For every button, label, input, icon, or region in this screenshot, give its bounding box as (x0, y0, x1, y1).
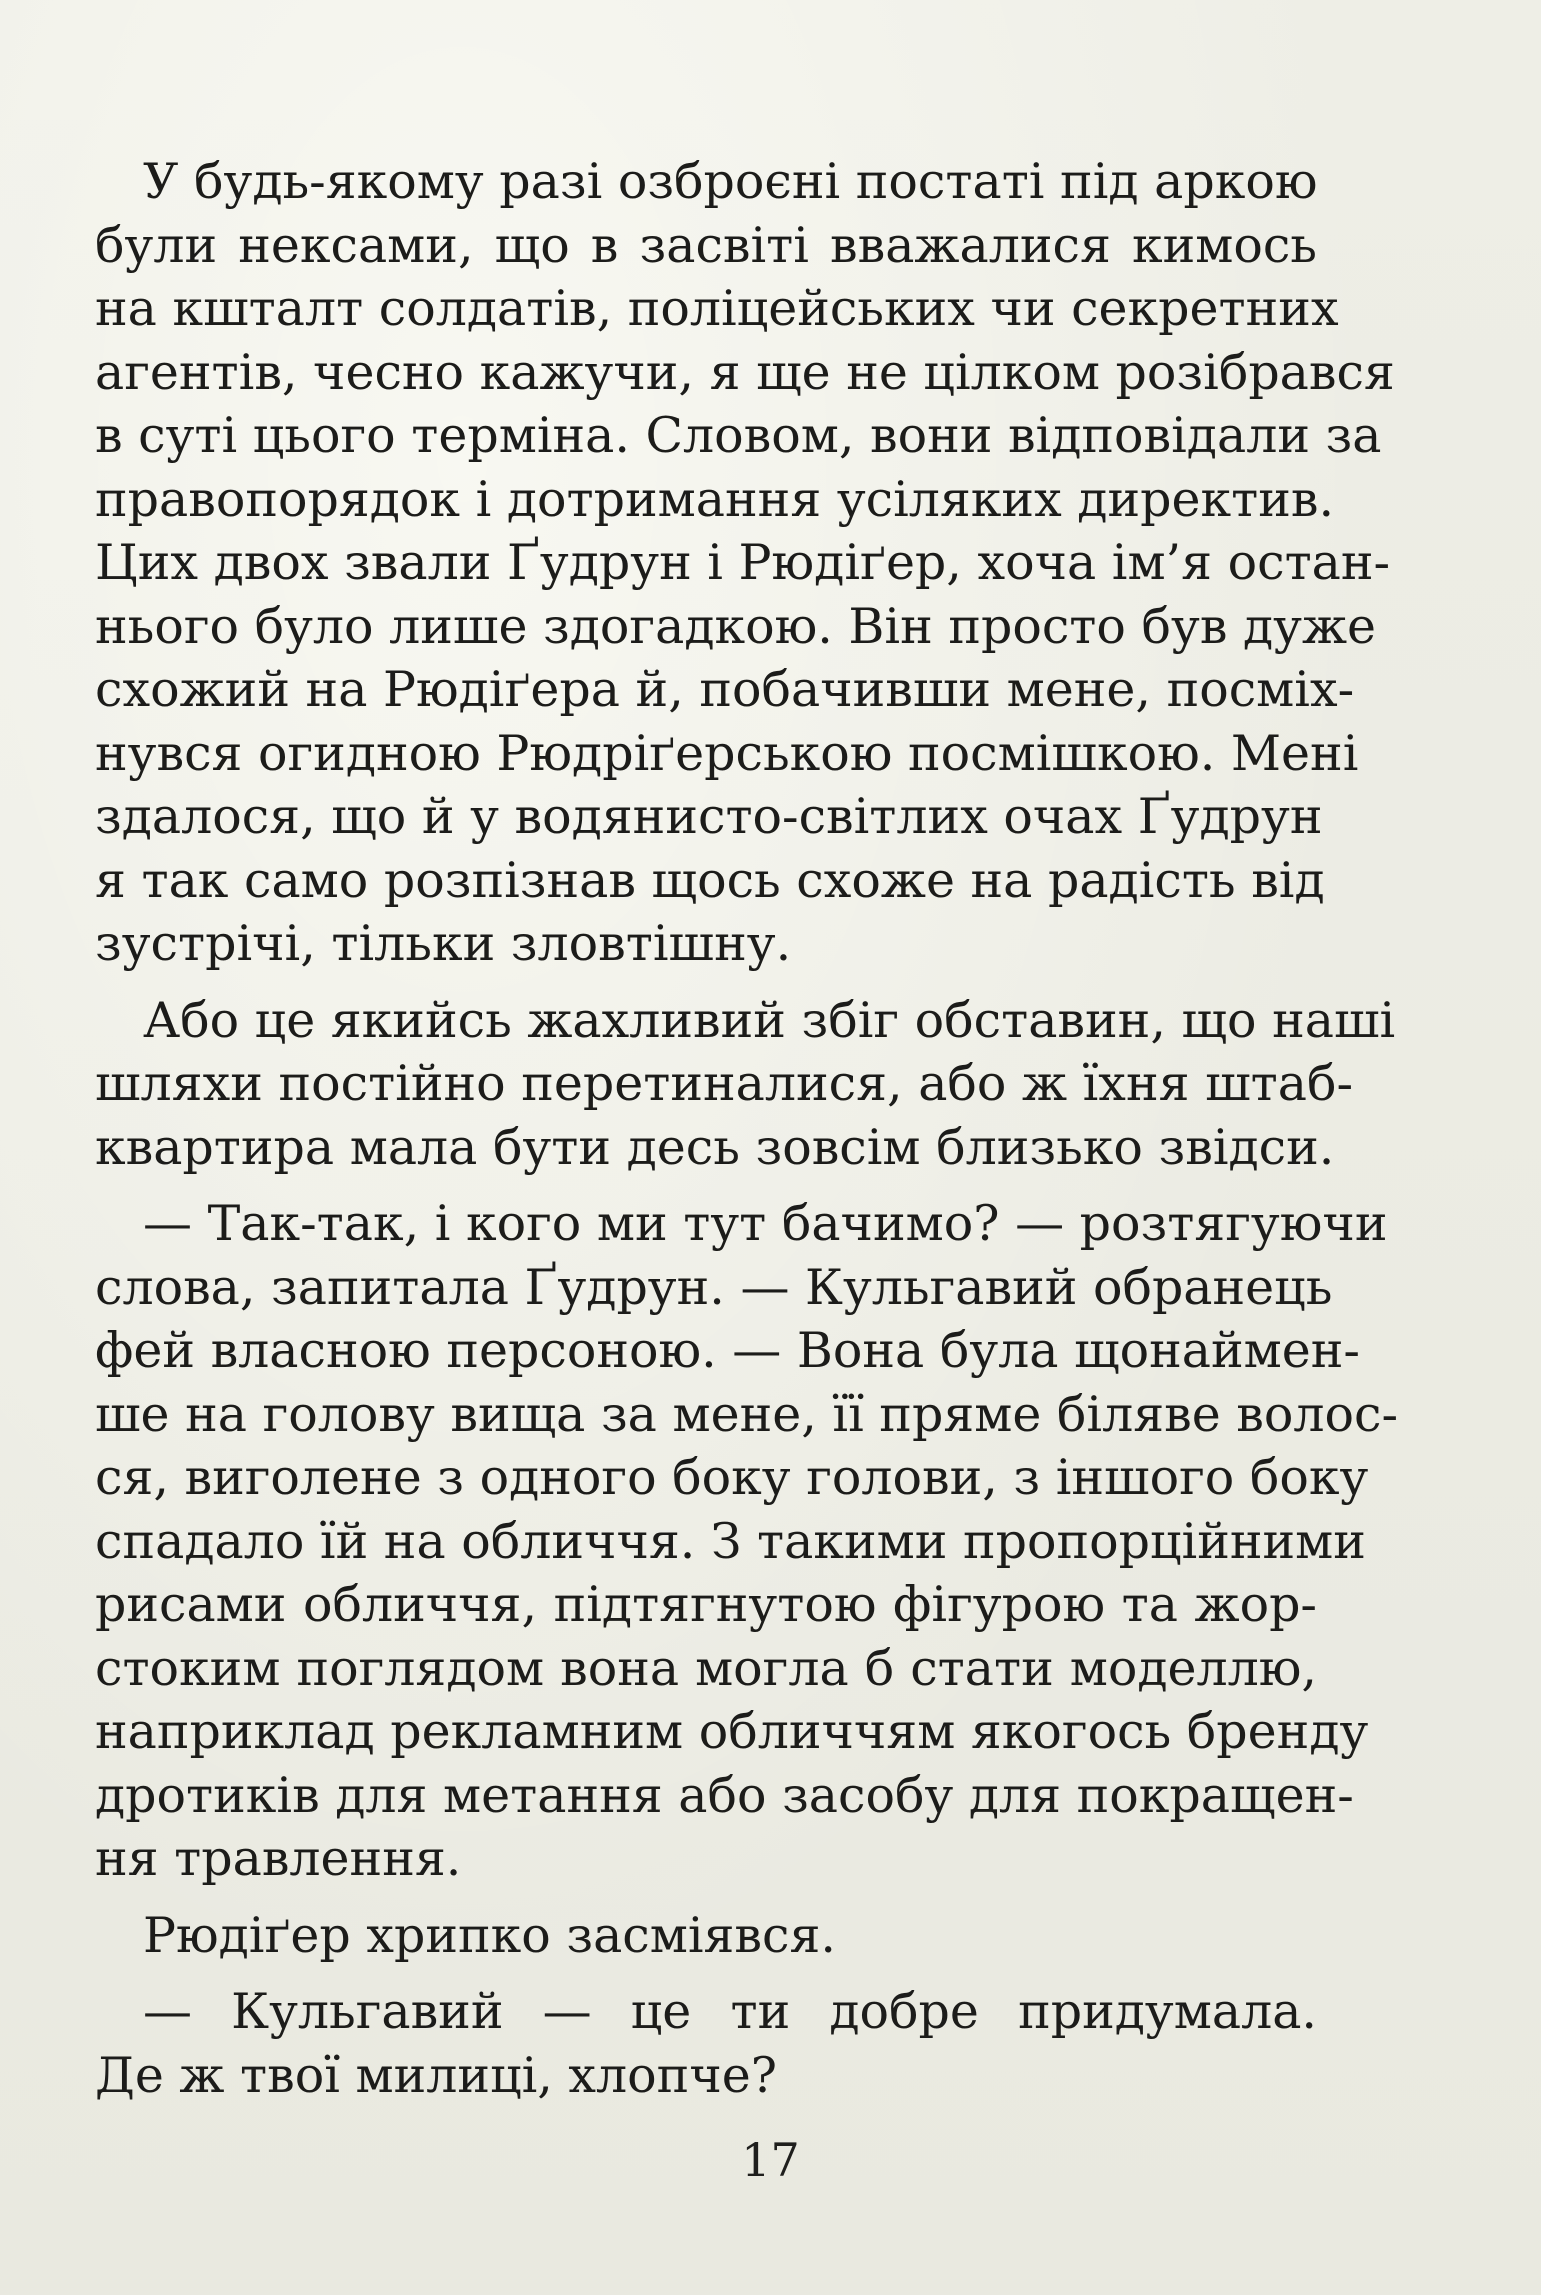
text-line: шляхи постійно перетиналися, або ж їхня штаб- (95, 1055, 1354, 1112)
text-line: стоким поглядом вона могла б стати моделлю, (95, 1639, 1317, 1697)
text-line: спадало їй на обличчя. З такими пропорційними (95, 1512, 1366, 1570)
paragraph-3 (95, 1192, 1399, 1891)
paragraph-5 (95, 1980, 1317, 2107)
text-line: дротиків для метання або засобу для покращен- (95, 1766, 1354, 1824)
text-line: агентів, чесно кажучи, я ще не цілком розібрався (95, 343, 1395, 401)
text-line: слова, запитала Ґудрун. — Кульгавий обранець (95, 1258, 1333, 1316)
paragraph-4 (95, 1904, 1317, 1968)
text-line: нувся огидною Рюдріґерською посмішкою. Мені (95, 724, 1359, 782)
text-line: — Так-так, і кого ми тут бачимо? — розтягуючи (143, 1195, 1388, 1252)
text-line: я так само розпізнав щось схоже на радість від (95, 851, 1325, 909)
text-line: ше на голову вища за мене, її пряме біляве волос- (95, 1385, 1399, 1443)
text-line: правопорядок і дотримання усіляких директив. (95, 470, 1335, 528)
text-line: — Кульгавий — це ти добре придумала. (143, 1983, 1317, 2040)
text-line: квартира мала бути десь зовсім близько звідси. (95, 1118, 1335, 1176)
text-line: фей власною персоною. — Вона була щонаймен- (95, 1322, 1360, 1379)
text-line: в суті цього терміна. Словом, вони відповідали за (95, 407, 1382, 464)
paragraph-1 (95, 150, 1395, 976)
text-line: схожий на Рюдіґера й, побачивши мене, посміх- (95, 661, 1355, 718)
text-line: Рюдіґер хрипко засміявся. (143, 1906, 836, 1964)
text-line: Де ж твої милиці, хлопче? (95, 2046, 777, 2104)
text-line: рисами обличчя, підтягнутою фігурою та жор- (95, 1576, 1317, 1633)
text-line: ня травлення. (95, 1830, 462, 1887)
text-line: на кшталт солдатів, поліцейських чи секретних (95, 280, 1339, 337)
text-line: ся, виголене з одного боку голови, з іншого боку (95, 1449, 1369, 1506)
page-number: 17 (741, 2133, 800, 2187)
text-line: нього було лише здогадкою. Він просто був дуже (95, 597, 1377, 655)
body-text (95, 150, 1399, 2107)
text-line: здалося, що й у водянисто-світлих очах Ґудрун (95, 788, 1323, 845)
text-line: наприклад рекламним обличчям якогось бренду (95, 1703, 1369, 1760)
text-line: Або це якийсь жахливий збіг обставин, що наші (143, 991, 1396, 1049)
text-line: були нексами, що в засвіті вважалися кимось (95, 216, 1317, 274)
text-line: Цих двох звали Ґудрун і Рюдіґер, хоча ім’я остан- (95, 534, 1391, 591)
text-line: У будь-якому разі озброєні постаті під аркою (143, 153, 1318, 210)
text-line: зустрічі, тільки зловтішну. (95, 915, 792, 972)
paragraph-2 (95, 989, 1396, 1180)
